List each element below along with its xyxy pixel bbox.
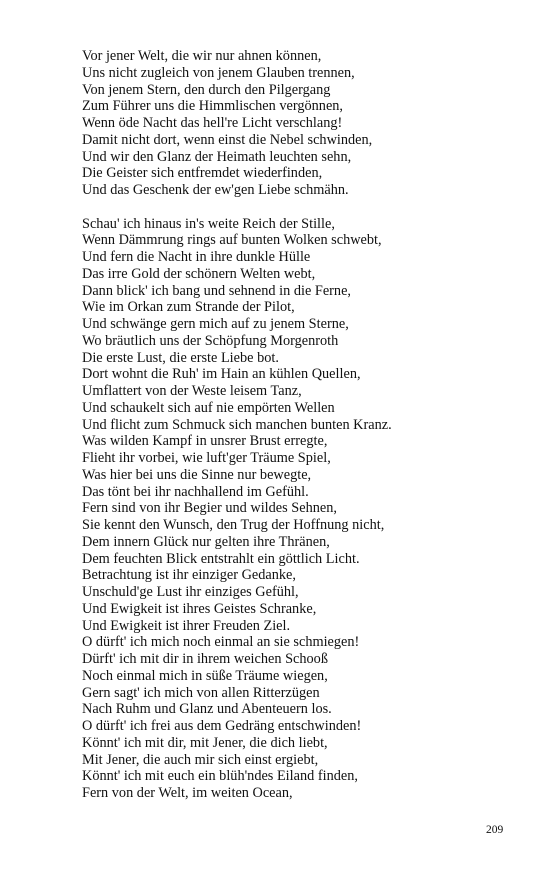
poem-line: Was hier bei uns die Sinne nur bewegte, — [82, 466, 312, 483]
poem-line: Und schaukelt sich auf nie empörten Wellen — [82, 399, 335, 416]
poem-line: Was wilden Kampf in unsrer Brust erregte, — [82, 433, 328, 450]
poem-line: Könnt' ich mit dir, mit Jener, die dich liebt, — [82, 734, 328, 751]
poem-line: Unschuld'ge Lust ihr einziges Gefühl, — [82, 584, 299, 600]
poem-line: Umflattert von der Weste leisem Tanz, — [82, 383, 302, 399]
poem-line: Wenn Dämmrung rings auf bunten Wolken schwebt, — [82, 232, 382, 249]
poem-line: Die Geister sich entfremdet wiederfinden, — [82, 165, 323, 182]
poem-line: Und wir den Glanz der Heimath leuchten sehn, — [82, 148, 352, 165]
poem-line: Vor jener Welt, die wir nur ahnen können, — [82, 48, 322, 64]
poem-line: Fern von der Welt, im weiten Ocean, — [82, 785, 293, 801]
poem-line: Wo bräutlich uns der Schöpfung Morgenroth — [82, 332, 339, 349]
poem-line: Noch einmal mich in süße Träume wiegen, — [82, 667, 328, 684]
poem-line: Schau' ich hinaus in's weite Reich der Stille, — [82, 215, 335, 232]
poem-line: Flieht ihr vorbei, wie luft'ger Träume Spiel, — [82, 450, 331, 466]
poem-line: Und Ewigkeit ist ihrer Freuden Ziel. — [82, 617, 291, 634]
stanza-2 — [82, 216, 522, 802]
poem-line: Gern sagt' ich mich von allen Ritterzügen — [82, 684, 320, 701]
poem-line: Dort wohnt die Ruh' im Hain an kühlen Quellen, — [82, 366, 361, 383]
poem-line: O dürft' ich mich noch einmal an sie schmiegen! — [82, 634, 360, 651]
poem-line: Dem innern Glück nur gelten ihre Thränen, — [82, 533, 330, 550]
poem-line: Dem feuchten Blick entstrahlt ein göttlich Licht. — [82, 550, 360, 567]
stanza-1 — [82, 48, 522, 199]
poem-line: Und schwänge gern mich auf zu jenem Sterne, — [82, 316, 349, 332]
poem-line: Mit Jener, die auch mir sich einst ergiebt, — [82, 751, 319, 768]
poem-line: Betrachtung ist ihr einziger Gedanke, — [82, 567, 296, 584]
poem-line: O dürft' ich frei aus dem Gedräng entschwinden! — [82, 718, 362, 734]
poem-text — [82, 48, 522, 802]
poem-line: Zum Führer uns die Himmlischen vergönnen, — [82, 98, 344, 115]
poem-line: Uns nicht zugleich von jenem Glauben trennen, — [82, 64, 355, 81]
poem-line: Und fern die Nacht in ihre dunkle Hülle — [82, 249, 311, 265]
poem-line: Das irre Gold der schönern Welten webt, — [82, 265, 316, 282]
poem-line: Nach Ruhm und Glanz und Abenteuern los. — [82, 701, 332, 718]
poem-line: Wie im Orkan zum Strande der Pilot, — [82, 299, 295, 316]
poem-line: Und das Geschenk der ew'gen Liebe schmähn. — [82, 182, 349, 198]
poem-line: Und Ewigkeit ist ihres Geistes Schranke, — [82, 600, 317, 617]
poem-line: Könnt' ich mit euch ein blüh'ndes Eiland finden, — [82, 768, 358, 785]
poem-line: Das tönt bei ihr nachhallend im Gefühl. — [82, 483, 309, 500]
poem-line: Sie kennt den Wunsch, den Trug der Hoffnung nicht, — [82, 517, 385, 533]
poem-line: Dann blick' ich bang und sehnend in die Ferne, — [82, 282, 351, 299]
poem-line: Die erste Lust, die erste Liebe bot. — [82, 349, 279, 366]
poem-line: Damit nicht dort, wenn einst die Nebel schwinden, — [82, 131, 373, 148]
poem-line: Wenn öde Nacht das hell're Licht verschlang! — [82, 115, 343, 131]
poem-line: Von jenem Stern, den durch den Pilgergang — [82, 81, 331, 98]
poem-line: Und flicht zum Schmuck sich manchen bunten Kranz. — [82, 416, 392, 433]
page-number: 209 — [486, 824, 504, 836]
poem-line: Dürft' ich mit dir in ihrem weichen Schooß — [82, 651, 328, 667]
poem-line: Fern sind von ihr Begier und wildes Sehnen, — [82, 500, 337, 517]
